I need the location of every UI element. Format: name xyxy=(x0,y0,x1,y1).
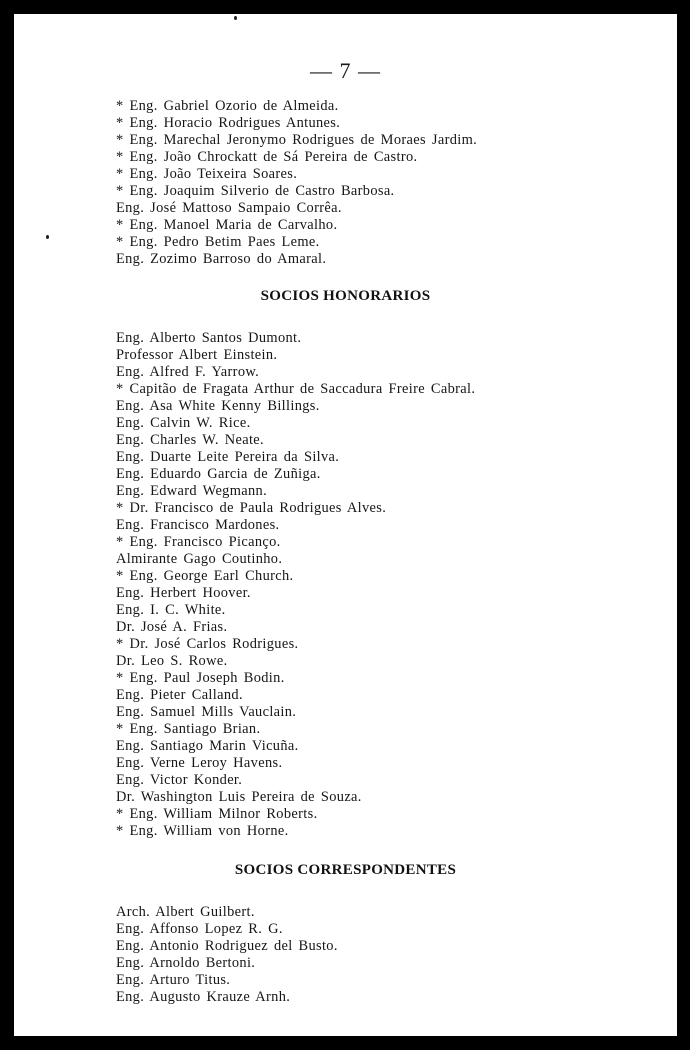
list-item: Eng. Verne Leroy Havens. xyxy=(116,755,283,771)
list-item: Eng. Edward Wegmann. xyxy=(116,483,268,499)
list-item: * Eng. Gabriel Ozorio de Almeida. xyxy=(116,98,339,114)
list-item: Eng. Victor Konder. xyxy=(116,772,243,788)
list-item: * Eng. Marechal Jeronymo Rodrigues de Moraes Jardim. xyxy=(116,132,478,148)
list-item: Eng. Arnoldo Bertoni. xyxy=(116,955,256,971)
list-item: * Eng. William Milnor Roberts. xyxy=(116,806,318,822)
list-item: Professor Albert Einstein. xyxy=(116,347,278,363)
list-item: Eng. Calvin W. Rice. xyxy=(116,415,251,431)
top-member-list xyxy=(116,98,656,268)
list-item: Eng. Zozimo Barroso do Amaral. xyxy=(116,251,327,267)
list-item: Eng. Charles W. Neate. xyxy=(116,432,264,448)
list-item: Eng. Alfred F. Yarrow. xyxy=(116,364,260,380)
list-item: Eng. Francisco Mardones. xyxy=(116,517,280,533)
list-item: Eng. Herbert Hoover. xyxy=(116,585,251,601)
list-item: Eng. Alberto Santos Dumont. xyxy=(116,330,302,346)
list-item: Eng. Asa White Kenny Billings. xyxy=(116,398,320,414)
list-item: Eng. Santiago Marin Vicuña. xyxy=(116,738,299,754)
list-item: Dr. Washington Luis Pereira de Souza. xyxy=(116,789,362,805)
list-item: Eng. Antonio Rodriguez del Busto. xyxy=(116,938,338,954)
list-item: * Dr. Francisco de Paula Rodrigues Alves. xyxy=(116,500,387,516)
list-item: Eng. Arturo Titus. xyxy=(116,972,231,988)
list-item: Eng. Augusto Krauze Arnh. xyxy=(116,989,291,1005)
list-item: Eng. I. C. White. xyxy=(116,602,226,618)
list-item: * Eng. William von Horne. xyxy=(116,823,289,839)
list-item: * Eng. Francisco Picanço. xyxy=(116,534,281,550)
list-item: Eng. Duarte Leite Pereira da Silva. xyxy=(116,449,340,465)
list-item: * Eng. João Teixeira Soares. xyxy=(116,166,298,182)
list-item: * Eng. George Earl Church. xyxy=(116,568,294,584)
page-number: — 7 — xyxy=(310,58,381,83)
list-item: Arch. Albert Guilbert. xyxy=(116,904,255,920)
list-item: Eng. Eduardo Garcia de Zuñiga. xyxy=(116,466,321,482)
section-heading-honorarios: SOCIOS HONORARIOS xyxy=(260,288,431,304)
list-item: * Capitão de Fragata Arthur de Saccadura Freire Cabral. xyxy=(116,381,476,397)
section-heading-correspondentes: SOCIOS CORRESPONDENTES xyxy=(234,862,457,878)
list-item: Eng. José Mattoso Sampaio Corrêa. xyxy=(116,200,342,216)
document-page xyxy=(14,14,677,1036)
honorarios-list xyxy=(116,330,656,840)
correspondentes-list xyxy=(116,904,656,1006)
list-item: * Eng. Paul Joseph Bodin. xyxy=(116,670,285,686)
list-item: Eng. Samuel Mills Vauclain. xyxy=(116,704,297,720)
list-item: Dr. José A. Frias. xyxy=(116,619,228,635)
list-item: * Eng. Pedro Betim Paes Leme. xyxy=(116,234,320,250)
margin-speck xyxy=(46,235,49,239)
list-item: * Dr. José Carlos Rodrigues. xyxy=(116,636,299,652)
margin-speck xyxy=(234,16,237,20)
list-item: Almirante Gago Coutinho. xyxy=(116,551,283,567)
list-item: * Eng. Horacio Rodrigues Antunes. xyxy=(116,115,341,131)
list-item: * Eng. Manoel Maria de Carvalho. xyxy=(116,217,338,233)
list-item: * Eng. Joaquim Silverio de Castro Barbosa. xyxy=(116,183,395,199)
list-item: Eng. Affonso Lopez R. G. xyxy=(116,921,283,937)
list-item: * Eng. Santiago Brian. xyxy=(116,721,261,737)
list-item: * Eng. João Chrockatt de Sá Pereira de Castro. xyxy=(116,149,418,165)
list-item: Dr. Leo S. Rowe. xyxy=(116,653,228,669)
list-item: Eng. Pieter Calland. xyxy=(116,687,243,703)
